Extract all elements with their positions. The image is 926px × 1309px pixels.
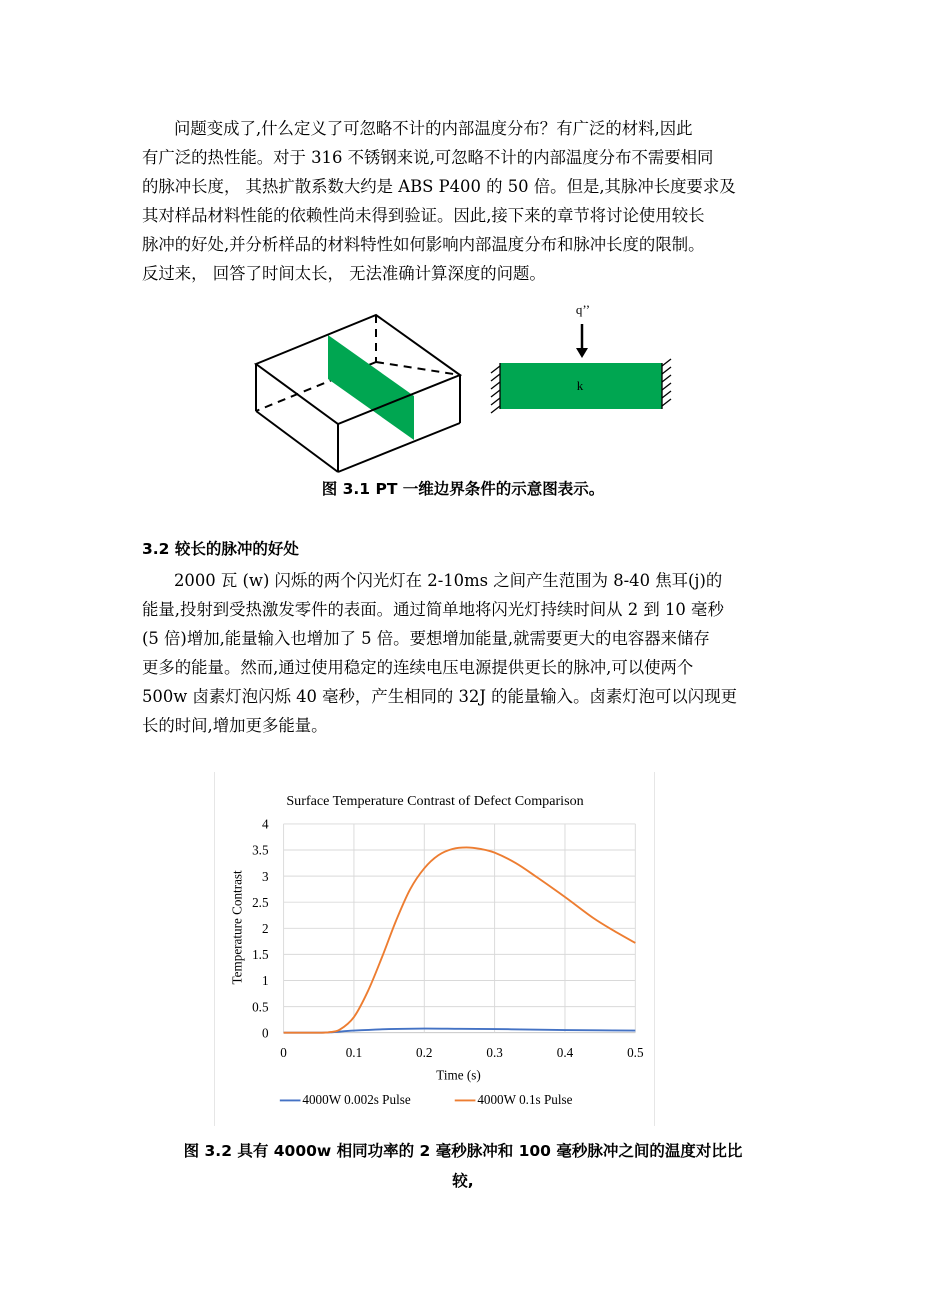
series-line-2 bbox=[284, 847, 636, 1032]
figure-2-caption bbox=[120, 1136, 806, 1196]
chart-gridlines bbox=[284, 824, 636, 1033]
chart-legend bbox=[280, 1092, 573, 1107]
heat-flux-arrow-head bbox=[576, 348, 588, 358]
paragraph-line: (5 倍)增加,能量输入也增加了 5 倍。要想增加能量,就需要更大的电容器来储存 bbox=[142, 629, 710, 648]
y-tick-label: 4 bbox=[261, 816, 269, 832]
paragraph-line: 反过来， 回答了时间太长， 无法准确计算深度的问题。 bbox=[142, 264, 546, 283]
paragraph-line: 脉冲的好处,并分析样品的材料特性如何影响内部温度分布和脉冲长度的限制。 bbox=[142, 235, 705, 254]
x-tick-label: 0.2 bbox=[416, 1045, 433, 1061]
legend-label-2: 4000W 0.1s Pulse bbox=[477, 1092, 573, 1108]
y-tick-label: 3 bbox=[261, 868, 269, 884]
conductivity-label: k bbox=[576, 378, 584, 393]
chart-series bbox=[284, 847, 636, 1032]
x-tick-label: 0.1 bbox=[345, 1045, 363, 1061]
paragraph-line: 更多的能量。然而,通过使用稳定的连续电压电源提供更长的脉冲,可以使两个 bbox=[142, 658, 694, 677]
chart-title: Surface Temperature Contrast of Defect Comparison bbox=[286, 793, 584, 810]
y-tick-label: 3.5 bbox=[252, 842, 269, 858]
paragraph-1 bbox=[142, 114, 790, 288]
green-slice bbox=[328, 335, 414, 440]
y-tick-label: 1 bbox=[261, 973, 269, 989]
left-wall-hatch bbox=[491, 363, 500, 413]
x-tick-label: 0.4 bbox=[556, 1045, 574, 1061]
paragraph-line: 能量,投射到受热激发零件的表面。通过简单地将闪光灯持续时间从 2 到 10 毫秒 bbox=[142, 600, 724, 619]
y-tick-label: 2 bbox=[261, 921, 269, 937]
paragraph-line: 500w 卤素灯泡闪烁 40 毫秒，产生相同的 32J 的能量输入。卤素灯泡可以闪现更 bbox=[142, 687, 737, 706]
right-wall-hatch bbox=[662, 359, 671, 409]
box-edge bbox=[338, 423, 460, 472]
figure-boundary-schematic bbox=[250, 300, 690, 475]
y-tick-label: 0.5 bbox=[252, 999, 269, 1015]
x-tick-label: 0 bbox=[280, 1045, 287, 1061]
y-tick-label: 1.5 bbox=[252, 947, 269, 963]
figure-1-caption: 图 3.1 PT 一维边界条件的示意图表示。 bbox=[321, 480, 605, 498]
paragraph-line: 的脉冲长度， 其热扩散系数大约是 ABS P400 的 50 倍。但是,其脉冲长度要求及 bbox=[142, 177, 736, 196]
chart-x-axis-label: Time (s) bbox=[436, 1067, 481, 1083]
x-tick-label: 0.5 bbox=[627, 1045, 644, 1061]
legend-label-1: 4000W 0.002s Pulse bbox=[302, 1092, 411, 1108]
paragraph-line: 长的时间,增加更多能量。 bbox=[142, 716, 328, 735]
section-heading: 3.2 较长的脉冲的好处 bbox=[142, 540, 299, 558]
box-edge bbox=[256, 411, 338, 472]
paragraph-2 bbox=[142, 566, 790, 740]
box-hidden-edge bbox=[376, 362, 460, 375]
paragraph-line: 有广泛的热性能。对于 316 不锈钢来说,可忽略不计的内部温度分布不需要相同 bbox=[142, 148, 714, 167]
paragraph-line: 其对样品材料性能的依赖性尚未得到验证。因此,接下来的章节将讨论使用较长 bbox=[142, 206, 705, 225]
figure-2-caption-line: 图 3.2 具有 4000w 相同功率的 2 毫秒脉冲和 100 毫秒脉冲之间的温度对比比 bbox=[183, 1142, 743, 1160]
x-tick-label: 0.3 bbox=[486, 1045, 503, 1061]
paragraph-line: 问题变成了,什么定义了可忽略不计的内部温度分布？有广泛的材料,因此 bbox=[174, 119, 693, 138]
temperature-contrast-chart bbox=[214, 772, 656, 1126]
heat-flux-label: q’’ bbox=[575, 302, 591, 317]
chart-tick-labels bbox=[252, 817, 644, 1061]
y-tick-label: 2.5 bbox=[252, 894, 269, 910]
y-tick-label: 0 bbox=[261, 1025, 269, 1041]
chart-y-axis-label: Temperature Contrast bbox=[229, 870, 245, 985]
paragraph-line: 2000 瓦 (w) 闪烁的两个闪光灯在 2-10ms 之间产生范围为 8-40 焦耳(j)的 bbox=[174, 571, 723, 590]
figure-2-caption-line: 较, bbox=[452, 1172, 474, 1190]
